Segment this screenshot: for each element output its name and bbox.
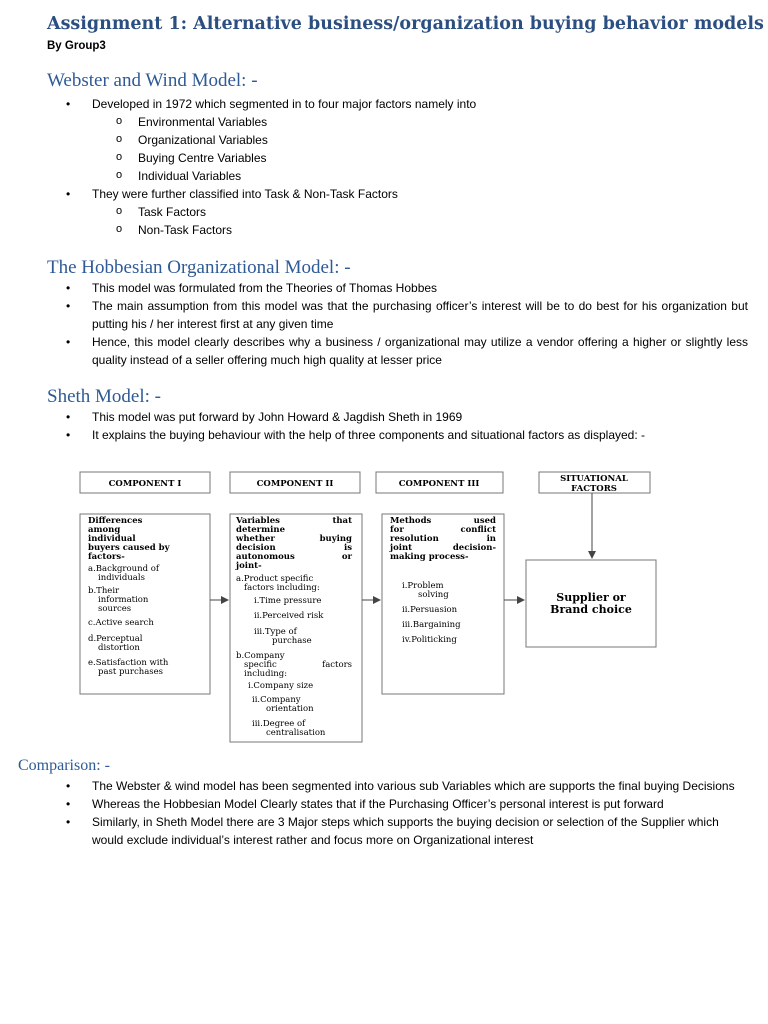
- diagram-text: for: [390, 525, 404, 535]
- diagram-text: sources: [98, 604, 132, 614]
- header-factors: FACTORS: [571, 484, 617, 494]
- webster-sublist-2: [92, 203, 748, 239]
- diagram-text: factors: [322, 660, 352, 670]
- diagram-text: including:: [244, 669, 288, 679]
- diagram-text: resolution: [390, 534, 439, 544]
- diagram-text: iii.Degree of: [252, 719, 306, 729]
- diagram-text: used: [473, 516, 496, 526]
- diagram-text: Differences: [88, 516, 143, 526]
- diagram-text: information: [98, 595, 149, 605]
- diagram-text: i.Problem: [402, 581, 444, 591]
- list-item: • It explains the buying behaviour with the help of three components and situational factors as displayed: -: [0, 426, 748, 444]
- list-item: • Whereas the Hobbesian Model Clearly states that if the Purchasing Officer’s personal interest is put forward: [0, 795, 748, 813]
- diagram-text: iii.Type of: [254, 627, 297, 637]
- hobbesian-list: [0, 279, 748, 369]
- diagram-text: i.Time pressure: [254, 596, 322, 606]
- diagram-text: whether: [236, 534, 275, 544]
- diagram-text: individuals: [98, 573, 145, 583]
- sheth-model-diagram: [76, 466, 666, 746]
- diagram-text: specific: [244, 660, 277, 670]
- hobbesian-heading: The Hobbesian Organizational Model: -: [47, 257, 351, 278]
- header-component-2: COMPONENT II: [256, 479, 334, 489]
- diagram-text: solving: [418, 590, 449, 600]
- diagram-text: autonomous: [236, 552, 295, 562]
- comparison-heading: Comparison: -: [18, 757, 110, 774]
- diagram-text: joint: [390, 543, 413, 553]
- diagram-text: i.Company size: [248, 681, 314, 691]
- webster-sublist-1: [92, 113, 748, 185]
- diagram-text: in: [486, 534, 496, 544]
- webster-heading: Webster and Wind Model: -: [47, 70, 258, 91]
- diagram-text: buying: [319, 534, 352, 544]
- diagram-text: buyers caused by: [88, 543, 170, 553]
- diagram-text: past purchases: [98, 667, 164, 677]
- diagram-text: that: [332, 516, 352, 526]
- diagram-text: a.Background of: [88, 564, 159, 574]
- diagram-text: c.Active search: [88, 618, 154, 628]
- diagram-text: Variables: [236, 516, 280, 526]
- diagram-text: purchase: [272, 636, 312, 646]
- diagram-text: iv.Politicking: [402, 635, 457, 645]
- sheth-list: [0, 408, 748, 444]
- list-item: o Task Factors: [0, 203, 748, 221]
- diagram-text: individual: [88, 534, 136, 544]
- byline: By Group3: [47, 40, 106, 52]
- diagram-text: a.Product specific: [236, 574, 314, 584]
- diagram-text: among: [88, 525, 121, 535]
- diagram-text: determine: [236, 525, 285, 535]
- list-item: o Non-Task Factors: [0, 221, 748, 239]
- diagram-text: or: [341, 552, 352, 562]
- diagram-text: orientation: [266, 704, 314, 714]
- list-item: • This model was put forward by John Howard & Jagdish Sheth in 1969: [0, 408, 748, 426]
- diagram-text: e.Satisfaction with: [88, 658, 169, 668]
- diagram-text: decision: [236, 543, 276, 553]
- list-item: • The main assumption from this model was that the purchasing officer’s interest will be to do best for his organization but putting his / her interest first at any given time: [0, 297, 748, 333]
- diagram-text: b.Their: [88, 586, 120, 596]
- list-item: • Similarly, in Sheth Model there are 3 Major steps which supports the buying decision or selection of the Supplier which would exclude individual’s interest rather and focus more on Organizational interest: [0, 813, 748, 849]
- webster-list: [0, 95, 748, 239]
- list-item: • Hence, this model clearly describes why a business / organizational may utilize a vendor offering a higher or slightly less quality instead of a seller offering much high quality at lesser price: [0, 333, 748, 369]
- header-component-3: COMPONENT III: [398, 479, 480, 489]
- diagram-text: factors including:: [244, 583, 320, 593]
- document-title: Assignment 1: Alternative business/organization buying behavior models: [47, 14, 764, 34]
- header-component-1: COMPONENT I: [108, 479, 182, 489]
- comparison-list: [0, 777, 748, 849]
- list-item: • The Webster & wind model has been segmented into various sub Variables which are supports the final buying Decisions: [0, 777, 748, 795]
- diagram-text: d.Perceptual: [88, 634, 143, 644]
- list-item: • They were further classified into Task & Non-Task Factors o Task Factors o Non-Task Factors: [0, 185, 748, 239]
- list-item: o Environmental Variables: [0, 113, 748, 131]
- list-item: o Buying Centre Variables: [0, 149, 748, 167]
- diagram-text: is: [343, 543, 352, 553]
- diagram-text: iii.Bargaining: [402, 620, 461, 630]
- diagram-text: factors-: [88, 552, 125, 562]
- diagram-text: ii.Perceived risk: [254, 611, 324, 621]
- diagram-text: making process-: [390, 552, 469, 562]
- diagram-text: distortion: [98, 643, 140, 653]
- list-item: • Developed in 1972 which segmented in to four major factors namely into o Environmental Variables o Organizational Variables o Buying Centre Variables o Individual Variables: [0, 95, 748, 185]
- diagram-text: joint-: [236, 561, 262, 571]
- header-situational: SITUATIONAL: [560, 474, 628, 484]
- diagram-svg: [76, 466, 666, 746]
- diagram-text: b.Company: [236, 651, 285, 661]
- diagram-text: Supplier or: [556, 591, 626, 604]
- list-item: o Individual Variables: [0, 167, 748, 185]
- diagram-text: centralisation: [266, 728, 326, 738]
- diagram-text: ii.Company: [252, 695, 301, 705]
- diagram-text: ii.Persuasion: [402, 605, 458, 615]
- list-item: • This model was formulated from the Theories of Thomas Hobbes: [0, 279, 748, 297]
- diagram-text: decision-: [452, 543, 496, 553]
- diagram-text: conflict: [460, 525, 496, 535]
- diagram-text: Methods: [390, 516, 432, 526]
- list-item: o Organizational Variables: [0, 131, 748, 149]
- diagram-text: Brand choice: [550, 603, 632, 616]
- sheth-heading: Sheth Model: -: [47, 386, 161, 407]
